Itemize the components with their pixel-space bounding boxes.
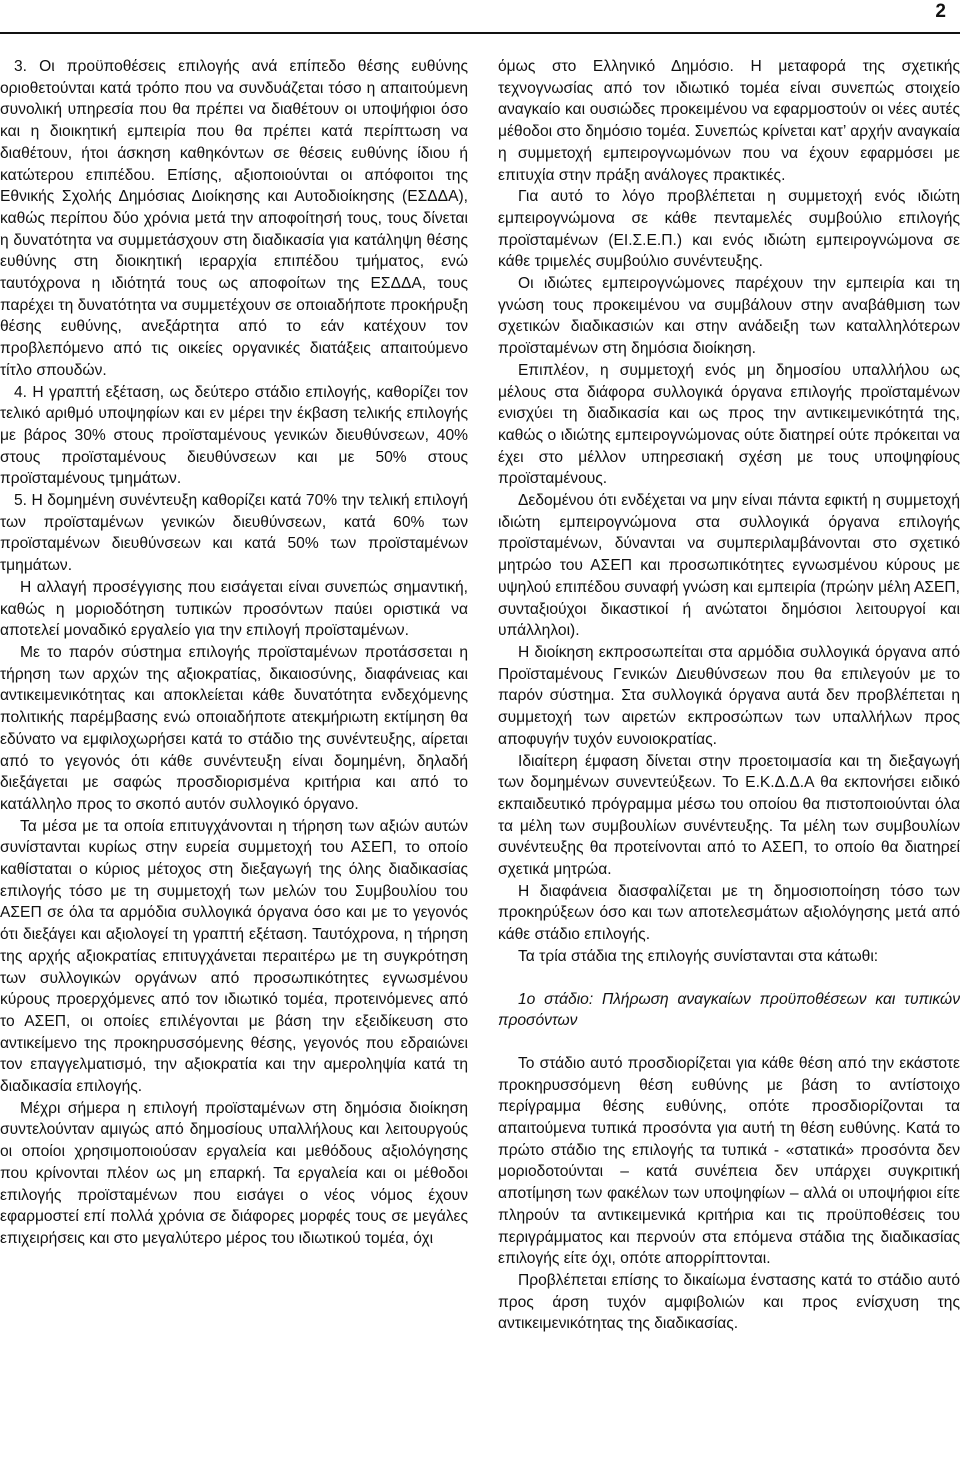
paragraph: Για αυτό το λόγο προβλέπεται η συμμετοχή ενός ιδιώτη εμπειρογνώμονα σε κάθε πενταμελές συμβούλιο επιλογής προϊσταμένων (ΕΙ.Σ.Ε.Π.) και ενός ιδιώτη εμπειρογνώμονα σε κάθε τριμελές συμβούλιο συνέντευξης. bbox=[498, 188, 960, 271]
paragraph: Το στάδιο αυτό προσδιορίζεται για κάθε θέση από την εκάστοτε προκηρυσσόμενη θέση ευθύνης με βάση το αντίστοιχο περίγραμμα θέσης ευθύνης, οπότε προσδιορίζονται τα απαιτούμενα τυπικά προσόντα για αυτή τη θέση ευθύνης. Κατά το πρώτο στάδιο της επιλογής τα τυπικά - «στατικά» προσόντα δεν μοριοδοτούνται – κατά συνέπεια δεν υπάρχει συγκριτική αποτίμηση των φακέλων των υποψηφίων – αλλά οι υποψήφιοι είτε πληρούν τα αντικειμενικά κριτήρια και τις προϋποθέσεις του περιγράμματος και περνούν στα επόμενα στάδια της διαδικασίας επιλογής είτε όχι, οπότε απορρίπτονται. bbox=[498, 1054, 960, 1268]
header-rule bbox=[0, 32, 960, 34]
paragraph-item-5: 5. Η δομημένη συνέντευξη καθορίζει κατά 70% την τελική επιλογή των προϊσταμένων γενικών διευθύνσεων, κατά 60% των προϊσταμένων διευθύνσεων και κατά 50% των προϊσταμένων τμημάτων. bbox=[0, 492, 468, 575]
paragraph: Ιδιαίτερη έμφαση δίνεται στην προετοιμασία και τη διεξαγωγή των δομημένων συνεντεύξεων. Το Ε.Κ.Δ.Δ.Α θα εκπονήσει ειδικό εκπαιδευτικό πρόγραμμα μέσω του οποίου θα πιστοποιούνται όλα τα μέλη των συμβουλίων συνέντευξης. Τα μέλη των συμβουλίων συνέντευξης θα προτείνονται από το ΑΣΕΠ, το οποίο θα διατηρεί σχετικά μητρώα. bbox=[498, 752, 960, 879]
paragraph-item-3: 3. Οι προϋποθέσεις επιλογής ανά επίπεδο θέσης ευθύνης οριοθετούνται κατά τρόπο που να συνδυάζεται τόσο η απαιτούμενη συνολική υπηρεσία που θα πρέπει να διαθέτουν οι υποψήφιοι όσο και η διοικητική εμπειρία που θα πρέπει κατά περίπτωση να διαθέτουν, ήτοι άσκηση καθηκόντων σε θέσεις ευθύνης ίδιου ή κατώτερου επιπέδου. Επίσης, αξιοποιούνται οι απόφοιτοι της Εθνικής Σχολής Δημόσιας Διοίκησης και Αυτοδιοίκησης (ΕΣΔΔΑ), καθώς περίπου δύο χρόνια μετά την αποφοίτησή τους, τους δίνεται η δυνατότητα να συμμετάσχουν στη διαδικασία για κατάληψη θέσης ευθύνης στη διοικητική ιεραρχία επιπέδου τμήματος, ενώ ταυτόχρονα η ιδιότητά τους ως αποφοίτων της ΕΣΔΔΑ, τους παρέχει τη δυνατότητα να συμμετέχουν σε οποιαδήποτε προκήρυξη θέσης ευθύνης, ανεξάρτητα από το εάν κατέχουν τον προβλεπόμενο από τις οικείες οργανικές διατάξεις απαιτούμενο τίτλο σπουδών. bbox=[0, 58, 468, 379]
paragraph: Η διαφάνεια διασφαλίζεται με τη δημοσιοποίηση τόσο των προκηρύξεων όσο και των αποτελεσμάτων αξιολόγησης μετά από κάθε στάδιο επιλογής. bbox=[498, 882, 960, 944]
paragraph: Τα τρία στάδια της επιλογής συνίστανται στα κάτωθι: bbox=[518, 947, 879, 965]
paragraph: όμως στο Ελληνικό Δημόσιο. Η μεταφορά της σχετικής τεχνογνωσίας από τον ιδιωτικό τομέα είναι συνεπώς στοιχείο αναγκαίο και ουσιώδες προκειμένου να εφαρμοστούν οι νέες αυτές μέθοδοι στο δημόσιο τομέα. Συνεπώς κρίνεται κατ’ αρχήν αναγκαία η συμμετοχή εμπειρογνωμόνων που να έχουν εφαρμόσει με επιτυχία στην πράξη ανάλογες πρακτικές. bbox=[498, 58, 960, 184]
paragraph: Δεδομένου ότι ενδέχεται να μην είναι πάντα εφικτή η συμμετοχή ιδιώτη εμπειρογνώμονα στα συλλογικά όργανα επιλογής προϊσταμένων, δύνανται να συμπεριλαμβάνονται στο σχετικό μητρώο του ΑΣΕΠ και προσωπικότητες εγνωσμένου κύρους με υψηλού επιπέδου συναφή γνώση και εμπειρία (πρώην μέλη ΑΣΕΠ, συνταξιούχοι δικαστικοί ή ανώτατοι δημόσιοι λειτουργοί και υπάλληλοι). bbox=[498, 492, 960, 640]
paragraph: Οι ιδιώτες εμπειρογνώμονες παρέχουν την εμπειρία και τη γνώση τους προκειμένου να συμβάλουν στην αναβάθμιση των σχετικών διαδικασιών και στην ανάδειξη των καταλληλότερων προϊσταμένων στη δημόσια διοίκηση. bbox=[498, 275, 960, 358]
left-column bbox=[0, 56, 468, 1250]
paragraph: Τα μέσα με τα οποία επιτυγχάνονται η τήρηση των αξιών αυτών συνίστανται κυρίως στην ευρεία συμμετοχή του ΑΣΕΠ, το οποίο καθίσταται ο κύριος μέτοχος στη διεξαγωγή της όλης διαδικασίας επιλογής τόσο με τη συμμετοχή των μελών του Συμβουλίου του ΑΣΕΠ σε όλα τα αρμόδια συλλογικά όργανα όσο και με το γεγονός ότι διεξάγει και αξιολογεί τη γραπτή εξέταση. Ταυτόχρονα, η τήρηση της αρχής αξιοκρατίας επιτυγχάνεται περαιτέρω με τη συγκρότηση των συλλογικών οργάνων από προσωπικότητες εγνωσμένου κύρους προερχόμενες από τον ιδιωτικό τομέα, προτεινόμενες από το ΑΣΕΠ, οι οποίες επιλέγονται με βάση την εξειδίκευση στο αντικείμενο της προκηρυσσόμενης θέσης, γεγονός που εδραιώνει τον επαγγελματισμό, την αξιοκρατία και την αμεροληψία κατά τη διαδικασία επιλογής. bbox=[0, 817, 468, 1096]
paragraph: Μέχρι σήμερα η επιλογή προϊσταμένων στη δημόσια διοίκηση συντελούνταν αμιγώς από δημοσίους υπαλλήλους και λειτουργούς οι οποίοι χρησιμοποιούσαν εργαλεία και μεθόδους αξιολόγησης που κρίνονται πλέον ως μη επαρκή. Τα εργαλεία και οι μέθοδοι επιλογής προϊσταμένων που εισάγει ο νέος νόμος έχουν εφαρμοστεί επί πολλά χρόνια σε διάφορες μορφές τους σε μεγάλες επιχειρήσεις και στο μεγαλύτερο μέρος του ιδιωτικού τομέα, όχι bbox=[0, 1099, 468, 1247]
section-heading: 1ο στάδιο: Πλήρωση αναγκαίων προϋποθέσεων και τυπικών προσόντων bbox=[498, 990, 960, 1030]
right-column bbox=[498, 56, 960, 1335]
paragraph: Με το παρόν σύστημα επιλογής προϊσταμένων προτάσσεται η τήρηση των αρχών της αξιοκρατίας, δικαιοσύνης, διαφάνειας και αντικειμενικότητας και αποκλείεται κάθε δυνατότητα ενδεχόμενης πολιτικής παρέμβασης ενώ οποιαδήποτε ατεκμήριωτη εκτίμηση θα εδύνατο να εμφιλοχωρήσει κατά το στάδιο της συνέντευξης, αίρεται από το γεγονός ότι κάθε συνέντευξη είναι δομημένη, δηλαδή διεξάγεται με σαφώς προσδιορισμένα κριτήρια και από το κατάλληλο προς το σκοπό αυτόν συλλογικό όργανο. bbox=[0, 643, 468, 813]
paragraph: Προβλέπεται επίσης το δικαίωμα ένστασης κατά το στάδιο αυτό προς άρση τυχόν αμφιβολιών και προς ενίσχυση της αντικειμενικότητας της διαδικασίας. bbox=[498, 1271, 960, 1333]
paragraph: Η διοίκηση εκπροσωπείται στα αρμόδια συλλογικά όργανα από Προϊσταμένους Γενικών Διευθύνσεων που θα επιλεγούν με το παρόν σύστημα. Στα συλλογικά όργανα αυτά δεν προβλέπεται η συμμετοχή των αιρετών εκπροσώπων των υπαλλήλων προς αποφυγήν τυχόν ευνοιοκρατίας. bbox=[498, 643, 960, 748]
page-number: 2 bbox=[935, 1, 946, 22]
paragraph: Η αλλαγή προσέγγισης που εισάγεται είναι συνεπώς σημαντική, καθώς η μοριοδότηση τυπικών προσόντων παύει οριστικά να αποτελεί μοναδικό εργαλείο για την επιλογή προϊσταμένων. bbox=[0, 578, 468, 640]
paragraph: Επιπλέον, η συμμετοχή ενός μη δημοσίου υπαλλήλου ως μέλους στα διάφορα συλλογικά όργανα επιλογής προϊσταμένων ενισχύει τη διαδικασία και ως προς την αντικειμενικότητά της, καθώς ο ιδιώτης εμπειρογνώμονας ούτε διατηρεί ούτε πρόκειται να έχει στο μέλλον υπηρεσιακή σχέση με τους υποψηφίους προϊσταμένους. bbox=[498, 361, 960, 488]
paragraph-item-4: 4. Η γραπτή εξέταση, ως δεύτερο στάδιο επιλογής, καθορίζει τον τελικό αριθμό υποψηφίων και εν μέρει την έκβαση τελικής επιλογής με βάρος 30% στους προϊσταμένους γενικών διευθύνσεων, 40% στους προϊσταμένους διευθύνσεων και με 50% στους προϊσταμένους τμημάτων. bbox=[0, 383, 468, 488]
